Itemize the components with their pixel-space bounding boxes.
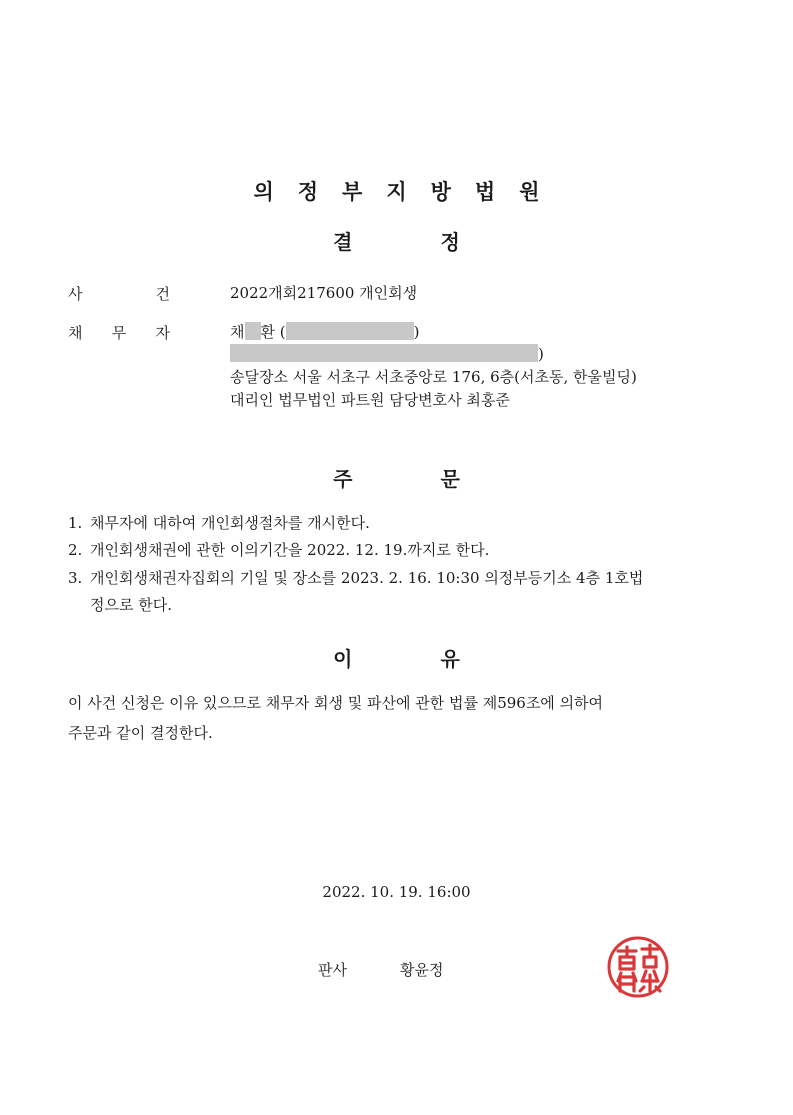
document-title: 결 정 [333, 230, 460, 254]
reason-text-continued: 주문과 같이 결정한다. [68, 724, 213, 742]
order-item-continuation: 정으로 한다. [90, 596, 172, 614]
judge-seal-icon [606, 935, 670, 999]
judge-name: 황윤정 [400, 961, 444, 979]
service-address: 송달장소 서울 서초구 서초중앙로 176, 6층(서초동, 한울빌딩) [230, 368, 637, 386]
judge-title: 판사 [318, 961, 347, 979]
debtor-address: ) [230, 344, 544, 364]
redaction-block [286, 322, 414, 340]
debtor-label: 채 무 자 [68, 324, 170, 342]
court-name: 의정부지방법원 [253, 180, 564, 204]
reason-text: 이 사건 신청은 이유 있으므로 채무자 회생 및 파산에 관한 법률 제596조에 의하여 [68, 694, 604, 712]
order-item: 1. 채무자에 대하여 개인회생절차를 개시한다. [68, 514, 370, 532]
case-number: 2022개회217600 개인회생 [230, 284, 418, 302]
agent: 대리인 법무법인 파트원 담당변호사 최홍준 [230, 391, 510, 409]
order-heading: 주 문 [333, 467, 460, 491]
reason-heading: 이 유 [333, 647, 460, 671]
redaction-block [245, 322, 261, 340]
order-item: 2. 개인회생채권에 관한 이의기간을 2022. 12. 19.까지로 한다. [68, 541, 490, 559]
debtor-name: 채 환 ( ) [230, 323, 420, 341]
decision-date: 2022. 10. 19. 16:00 [322, 883, 471, 901]
case-label: 사 건 [68, 285, 170, 303]
order-item: 3. 개인회생채권자집회의 기일 및 장소를 2023. 2. 16. 10:30 의정부등기소 4층 1호법 [68, 569, 644, 587]
redaction-block [230, 344, 538, 362]
